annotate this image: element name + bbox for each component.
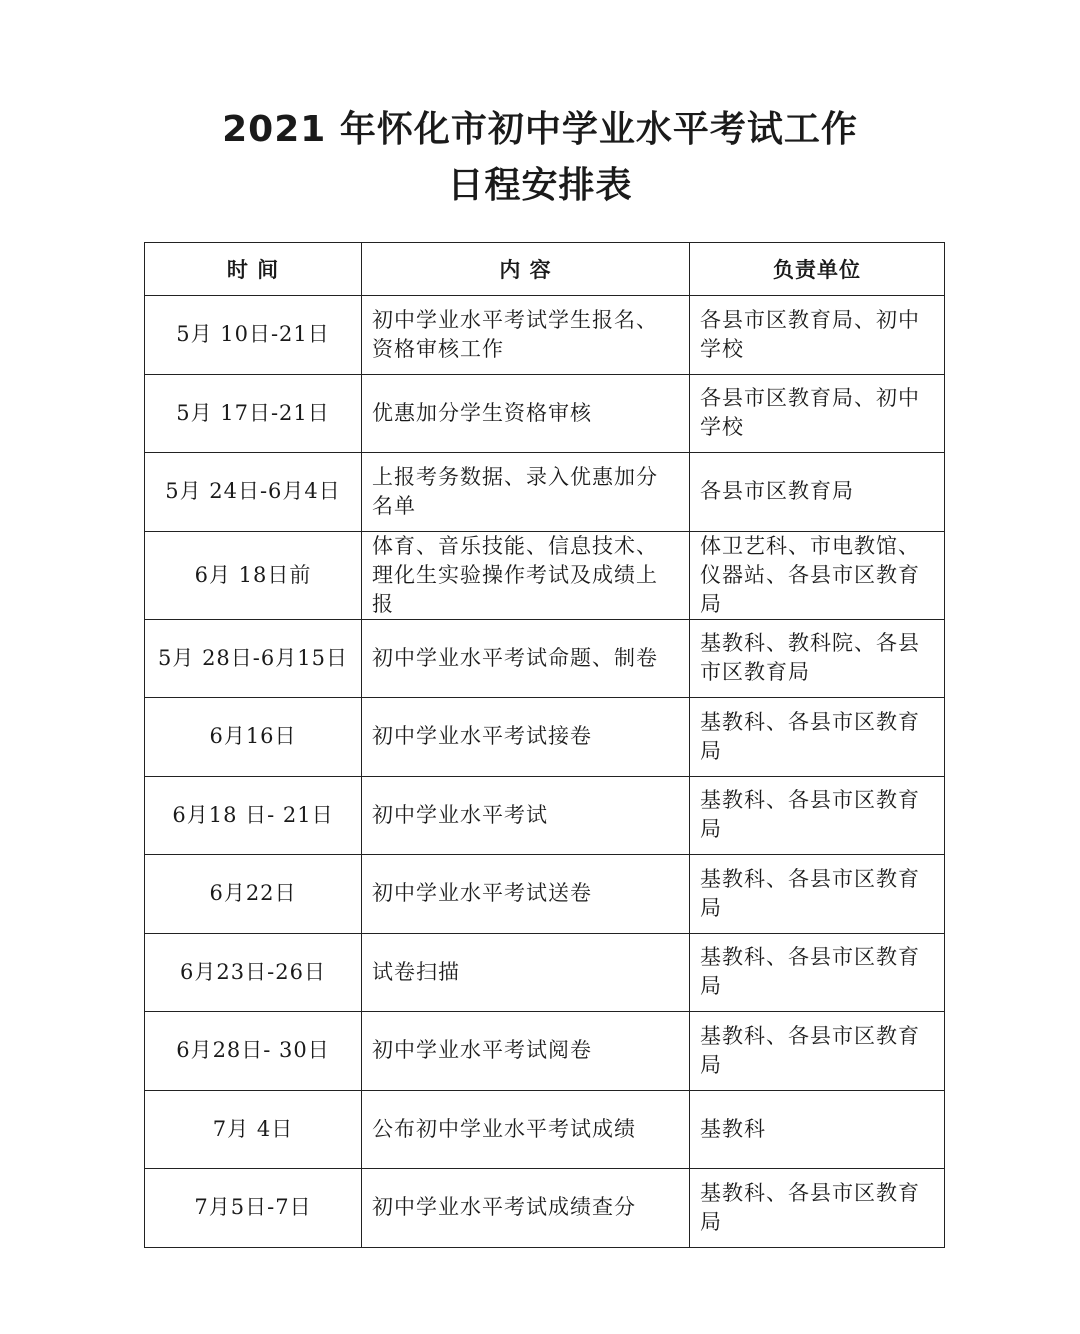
header-content: 内 容 (362, 243, 690, 296)
table-row (145, 1090, 945, 1169)
table-row (145, 531, 945, 619)
row-time: 6月23日-26日 (145, 933, 362, 1012)
table-row (145, 296, 945, 375)
row-content: 体育、音乐技能、信息技术、理化生实验操作考试及成绩上报 (362, 531, 690, 619)
table-row (145, 1012, 945, 1091)
table-row (145, 698, 945, 777)
row-unit: 各县市区教育局、初中学校 (690, 296, 945, 375)
title-line-1: 2021 年怀化市初中学业水平考试工作 (222, 109, 858, 150)
table-row (145, 933, 945, 1012)
table-row (145, 619, 945, 698)
row-unit: 各县市区教育局 (690, 453, 945, 532)
row-content: 初中学业水平考试学生报名、资格审核工作 (362, 296, 690, 375)
title-line-2: 日程安排表 (447, 165, 633, 206)
row-unit: 基教科、各县市区教育局 (690, 1169, 945, 1248)
row-content: 初中学业水平考试送卷 (362, 855, 690, 934)
row-content: 初中学业水平考试成绩查分 (362, 1169, 690, 1248)
row-content: 初中学业水平考试 (362, 776, 690, 855)
row-time: 5月 10日-21日 (145, 296, 362, 375)
row-time: 5月 17日-21日 (145, 374, 362, 453)
table-header-row (145, 243, 945, 296)
document-title (0, 102, 1080, 214)
row-time: 6月18 日- 21日 (145, 776, 362, 855)
row-content: 初中学业水平考试阅卷 (362, 1012, 690, 1091)
row-unit: 基教科、教科院、各县市区教育局 (690, 619, 945, 698)
row-content: 初中学业水平考试接卷 (362, 698, 690, 777)
row-time: 6月28日- 30日 (145, 1012, 362, 1091)
table-row (145, 453, 945, 532)
row-unit: 基教科、各县市区教育局 (690, 698, 945, 777)
row-time: 5月 24日-6月4日 (145, 453, 362, 532)
table-row (145, 1169, 945, 1248)
row-unit: 基教科、各县市区教育局 (690, 933, 945, 1012)
row-unit: 基教科 (690, 1090, 945, 1169)
row-time: 5月 28日-6月15日 (145, 619, 362, 698)
table-row (145, 855, 945, 934)
row-time: 6月16日 (145, 698, 362, 777)
row-content: 公布初中学业水平考试成绩 (362, 1090, 690, 1169)
row-time: 7月5日-7日 (145, 1169, 362, 1248)
row-time: 6月 18日前 (145, 531, 362, 619)
row-time: 6月22日 (145, 855, 362, 934)
row-unit: 各县市区教育局、初中学校 (690, 374, 945, 453)
row-content: 上报考务数据、录入优惠加分名单 (362, 453, 690, 532)
row-content: 试卷扫描 (362, 933, 690, 1012)
row-unit: 基教科、各县市区教育局 (690, 855, 945, 934)
row-time: 7月 4日 (145, 1090, 362, 1169)
row-unit: 基教科、各县市区教育局 (690, 1012, 945, 1091)
row-content: 初中学业水平考试命题、制卷 (362, 619, 690, 698)
row-unit: 体卫艺科、市电教馆、仪器站、各县市区教育局 (690, 531, 945, 619)
table-row (145, 776, 945, 855)
header-time: 时 间 (145, 243, 362, 296)
row-content: 优惠加分学生资格审核 (362, 374, 690, 453)
row-unit: 基教科、各县市区教育局 (690, 776, 945, 855)
header-unit: 负责单位 (690, 243, 945, 296)
table-row (145, 374, 945, 453)
schedule-table (144, 242, 945, 1248)
